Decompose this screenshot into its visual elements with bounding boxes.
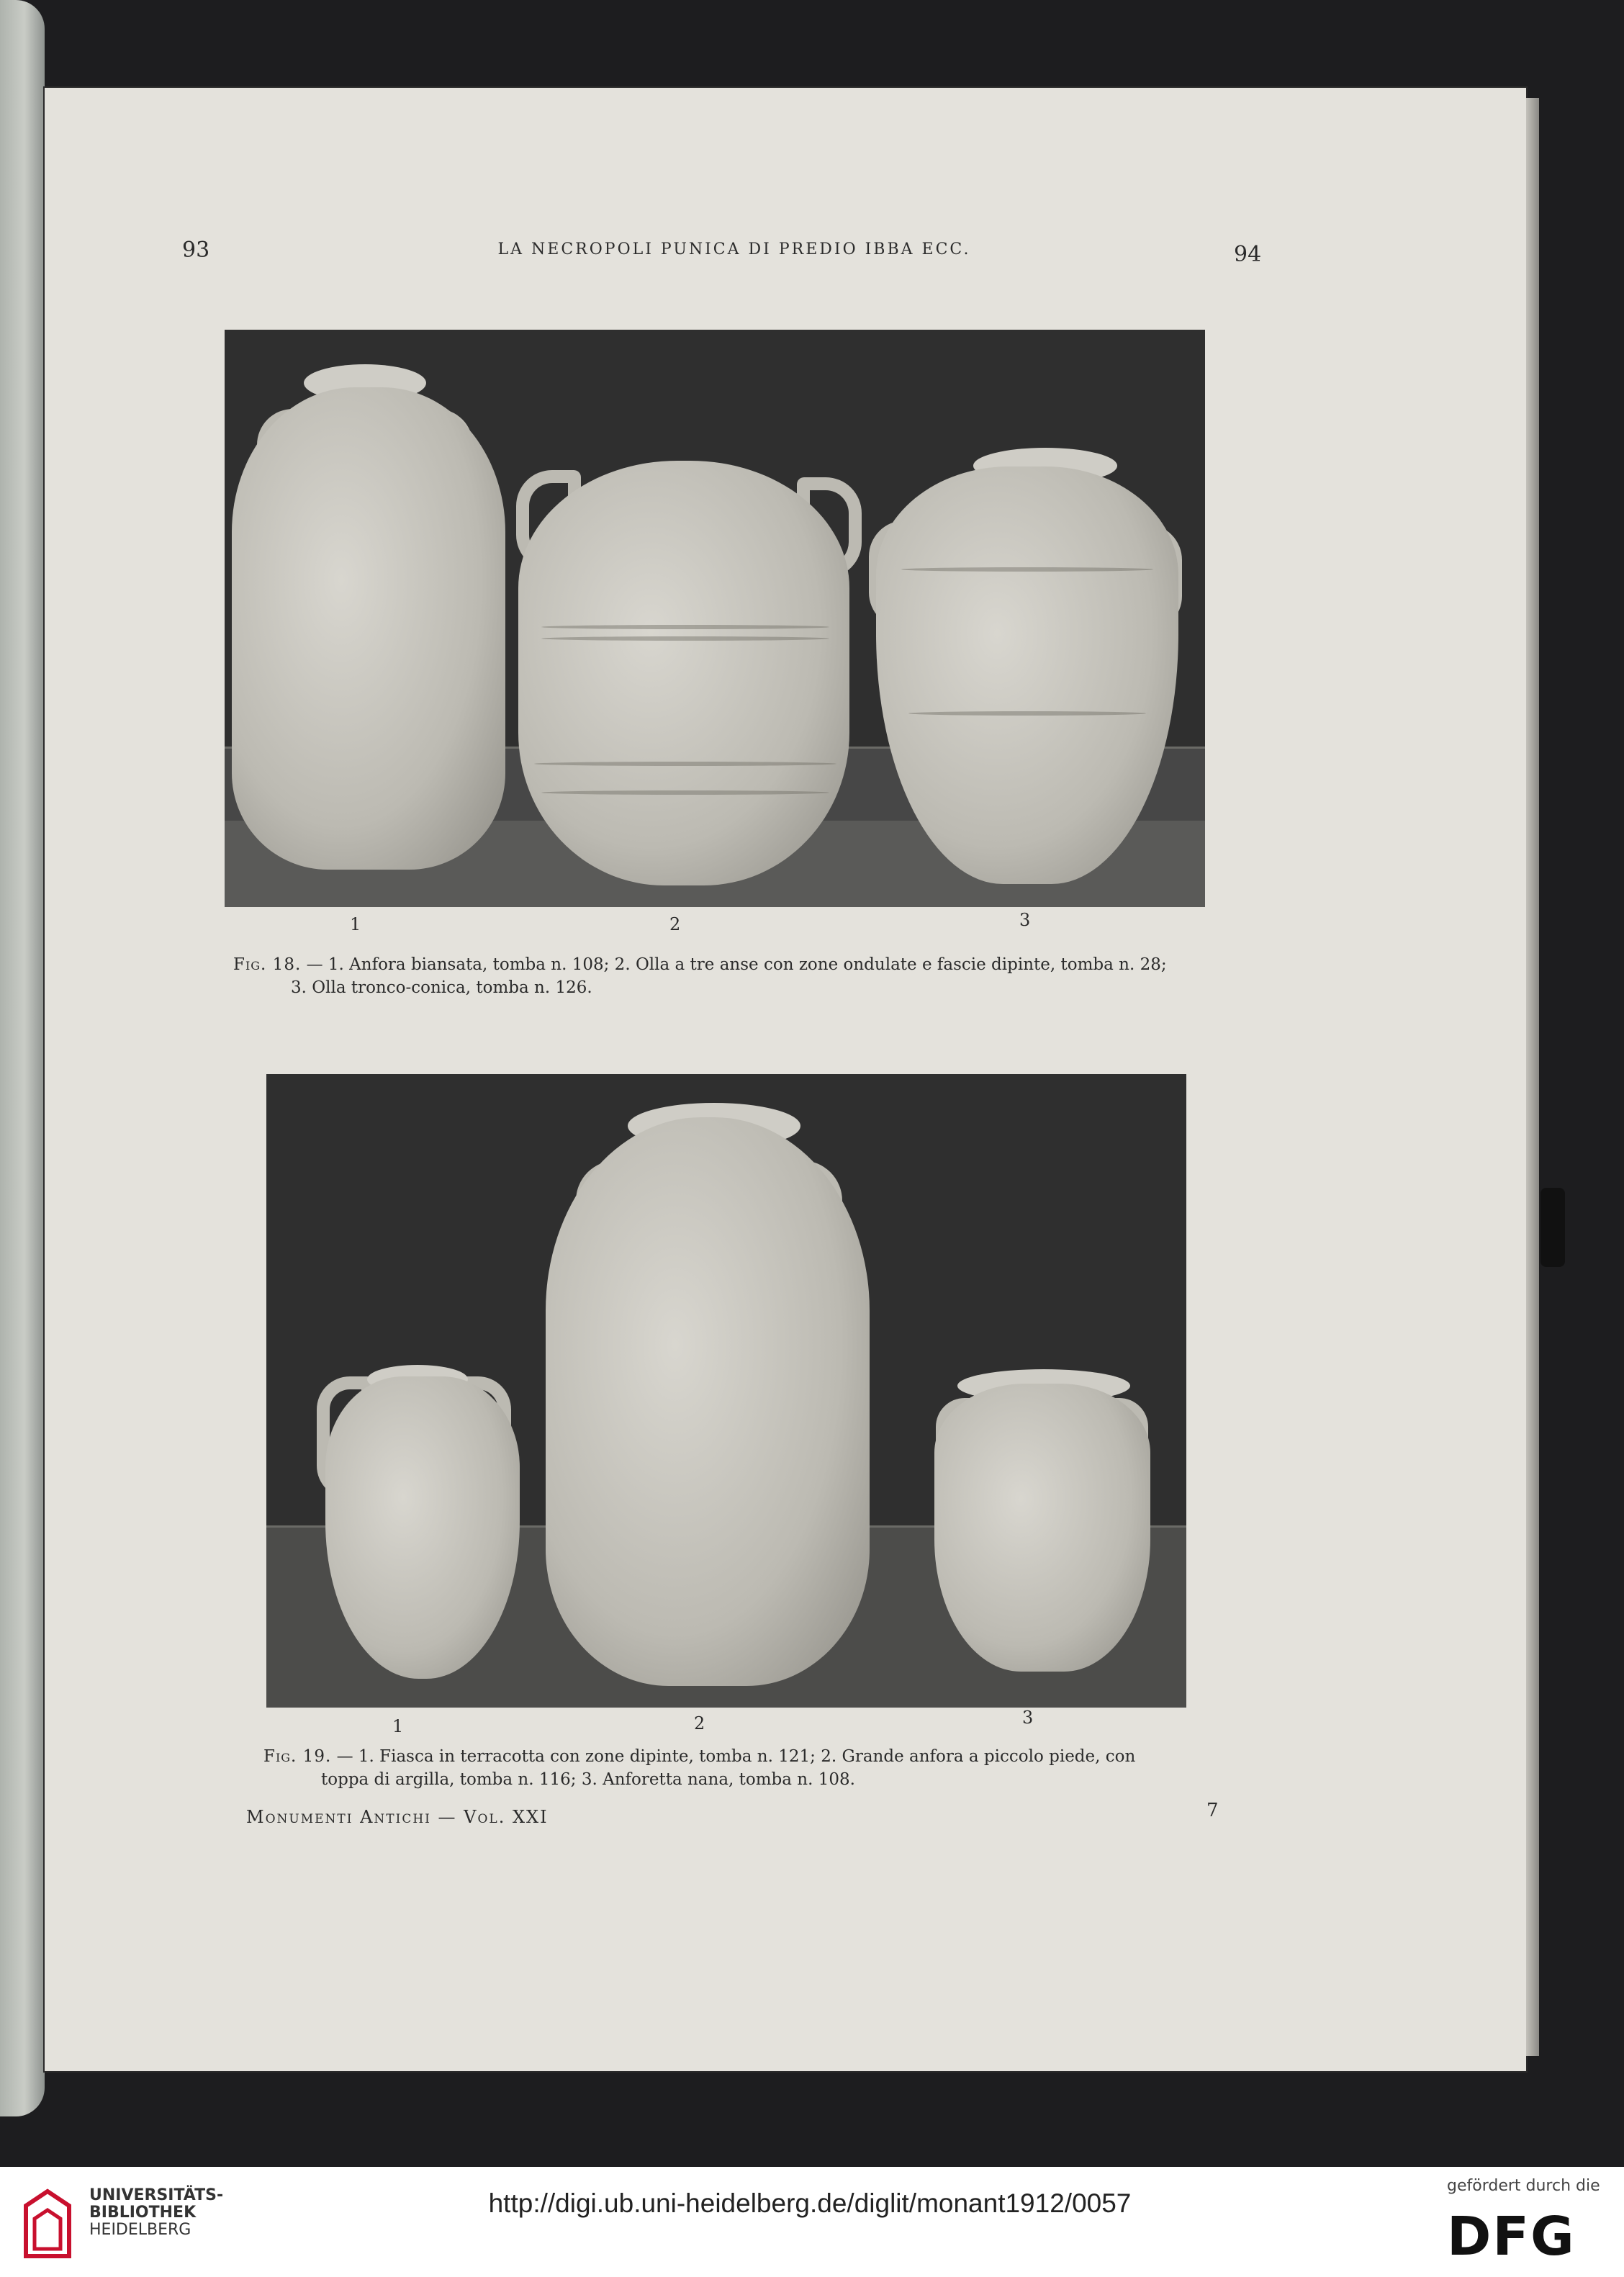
figure-18-number-1: 1 bbox=[350, 914, 361, 934]
figure-19-caption-line2: toppa di argilla, tomba n. 116; 3. Anforetta nana, tomba n. 108. bbox=[321, 1770, 855, 1789]
book-clip bbox=[1540, 1188, 1565, 1267]
anforetta-3 bbox=[934, 1384, 1150, 1672]
library-name-line3: HEIDELBERG bbox=[89, 2221, 191, 2239]
library-name-line1: UNIVERSITÄTS- bbox=[89, 2186, 224, 2204]
library-name bbox=[89, 2187, 223, 2239]
figure-18-number-3: 3 bbox=[1019, 910, 1031, 930]
page-right-edge bbox=[1526, 98, 1539, 2056]
olla-2 bbox=[518, 461, 849, 885]
figure-19-number-1: 1 bbox=[392, 1716, 404, 1736]
funding-text: gefördert durch die bbox=[1447, 2177, 1600, 2195]
page-number-right: 94 bbox=[1234, 242, 1262, 267]
amphora-2 bbox=[546, 1117, 870, 1686]
figure-18-photo bbox=[225, 330, 1205, 907]
olla-3 bbox=[876, 466, 1178, 884]
figure-19-photo bbox=[266, 1074, 1186, 1708]
figure-18-caption-line2: 3. Olla tronco-conica, tomba n. 126. bbox=[291, 978, 592, 997]
figure-19-caption bbox=[263, 1745, 1214, 1791]
amphora-1 bbox=[232, 387, 505, 870]
page-number-left: 93 bbox=[182, 238, 210, 263]
library-name-line2: BIBLIOTHEK bbox=[89, 2204, 197, 2222]
figure-19-number-3: 3 bbox=[1022, 1708, 1034, 1728]
figure-19-label: Fig. 19. bbox=[263, 1747, 332, 1766]
figure-18-label: Fig. 18. bbox=[233, 955, 302, 974]
running-title: LA NECROPOLI PUNICA DI PREDIO IBBA ECC. bbox=[497, 240, 971, 258]
figure-19-caption-line1: — 1. Fiasca in terracotta con zone dipinte, tomba n. 121; 2. Grande anfora a piccolo piede, con bbox=[336, 1747, 1136, 1766]
library-logo-icon bbox=[19, 2177, 76, 2263]
figure-19-number-2: 2 bbox=[694, 1713, 705, 1733]
digitization-bar bbox=[0, 2167, 1624, 2277]
figure-18-caption-line1: — 1. Anfora biansata, tomba n. 108; 2. Olla a tre anse con zone ondulate e fascie dipinte, tomba n. 28; bbox=[306, 955, 1167, 974]
running-head bbox=[0, 238, 1624, 266]
footer-series-title: Monumenti Antichi — Vol. XXI bbox=[246, 1807, 549, 1827]
footer-signature-number: 7 bbox=[1206, 1800, 1219, 1821]
fiasca-1 bbox=[325, 1376, 520, 1679]
figure-18-caption bbox=[233, 953, 1219, 999]
permalink-url[interactable]: http://digi.ub.uni-heidelberg.de/diglit/monant1912/0057 bbox=[488, 2188, 1132, 2218]
figure-18-number-2: 2 bbox=[669, 914, 681, 934]
left-page-edge bbox=[0, 0, 45, 2116]
dfg-logo: DFG bbox=[1447, 2206, 1576, 2268]
